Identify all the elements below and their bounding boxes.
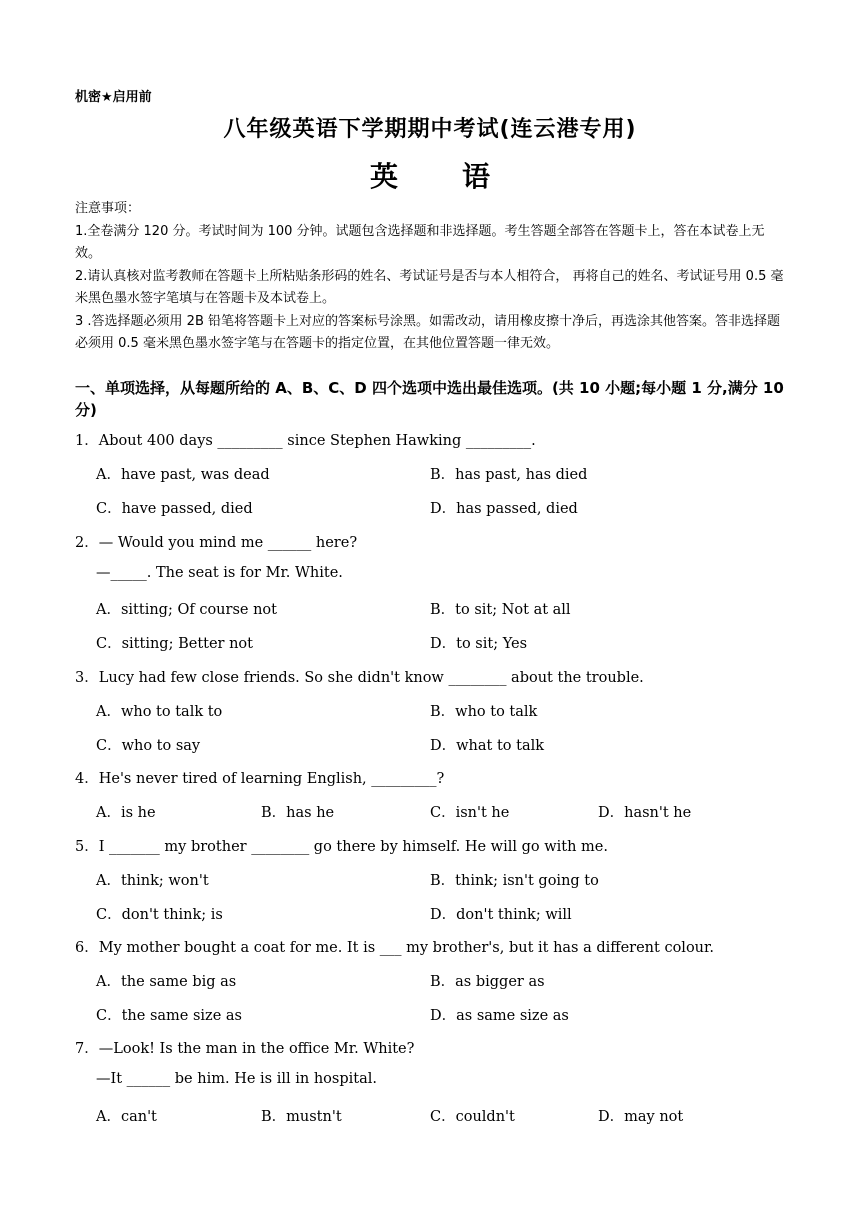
option-d: D．hasn't he: [598, 805, 692, 821]
option-b: B．has past, has died: [430, 467, 588, 483]
question-stem: 1．About 400 days _________ since Stephen Hawking _________.: [75, 433, 536, 449]
option-b: B．as bigger as: [430, 974, 545, 990]
option-a: A．have past, was dead: [96, 467, 270, 483]
question-reply: —_____. The seat is for Mr. White.: [96, 565, 343, 581]
option-a: A．is he: [96, 805, 156, 821]
option-b: B．think; isn't going to: [430, 873, 599, 889]
note-item: 3 .答选择题必须用 2B 铅笔将答题卡上对应的答案标号涂黑。如需改动，请用橡皮擦十净后，再选涂其他答案。答非选择题必须用 0.5 毫米黑色墨水签字笔与在答题卡的指定位置，在其他位置答题一律无效。: [75, 313, 780, 351]
question-stem: 7．—Look! Is the man in the office Mr. White?: [75, 1041, 415, 1057]
option-d: D．don't think; will: [430, 907, 572, 923]
note-item: 1.全卷满分 120 分。考试时间为 100 分钟。试题包含选择题和非选择题。考生答题全部答在答题卡上，答在本试卷上无效。: [75, 223, 765, 261]
option-c: C．don't think; is: [96, 907, 223, 923]
question-stem: 5．I _______ my brother ________ go there by himself. He will go with me.: [75, 839, 608, 855]
option-d: D．may not: [598, 1109, 684, 1125]
option-b: B．to sit; Not at all: [430, 602, 571, 618]
option-c: C．the same size as: [96, 1008, 242, 1024]
exam-title: 八年级英语下学期期中考试(连云港专用): [223, 117, 637, 142]
option-c: C．isn't he: [430, 805, 510, 821]
notes-block: [75, 198, 787, 356]
option-a: A．can't: [96, 1109, 157, 1125]
option-d: D．has passed, died: [430, 501, 578, 517]
question-stem: 6．My mother bought a coat for me. It is ___ my brother's, but it has a different colour.: [75, 940, 714, 956]
option-d: D．to sit; Yes: [430, 636, 528, 652]
question-stem: 2．— Would you mind me ______ here?: [75, 535, 358, 551]
option-b: B．has he: [261, 805, 335, 821]
option-d: D．what to talk: [430, 738, 545, 754]
option-d: D．as same size as: [430, 1008, 569, 1024]
note-item: 2.请认真核对监考教师在答题卡上所粘贴条形码的姓名、考试证号是否与本人相符合， 再将自己的姓名、考试证号用 0.5 毫米黑色墨水签字笔填与在答题卡及本试卷上。: [75, 268, 784, 306]
notes-heading: 注意事项：: [75, 201, 141, 216]
confidential-label: 机密★启用前: [75, 90, 152, 105]
option-a: A．the same big as: [96, 974, 237, 990]
option-b: B．who to talk: [430, 704, 538, 720]
option-c: C．sitting; Better not: [96, 636, 253, 652]
question-stem: 3．Lucy had few close friends. So she didn't know ________ about the trouble.: [75, 670, 644, 686]
option-c: C．couldn't: [430, 1109, 515, 1125]
option-a: A．sitting; Of course not: [96, 602, 277, 618]
question-reply: —It ______ be him. He is ill in hospital.: [96, 1071, 377, 1087]
option-a: A．think; won't: [96, 873, 209, 889]
option-b: B．mustn't: [261, 1109, 342, 1125]
subject-title: 英 语: [369, 160, 508, 193]
option-c: C．who to say: [96, 738, 201, 754]
option-a: A．who to talk to: [96, 704, 223, 720]
question-stem: 4．He's never tired of learning English, _________?: [75, 771, 445, 787]
option-c: C．have passed, died: [96, 501, 253, 517]
section-heading: 一、单项选择，从每题所给的 A、B、C、D 四个选项中选出最佳选项。(共 10 小题;每小题 1 分,满分 10 分): [75, 379, 784, 419]
